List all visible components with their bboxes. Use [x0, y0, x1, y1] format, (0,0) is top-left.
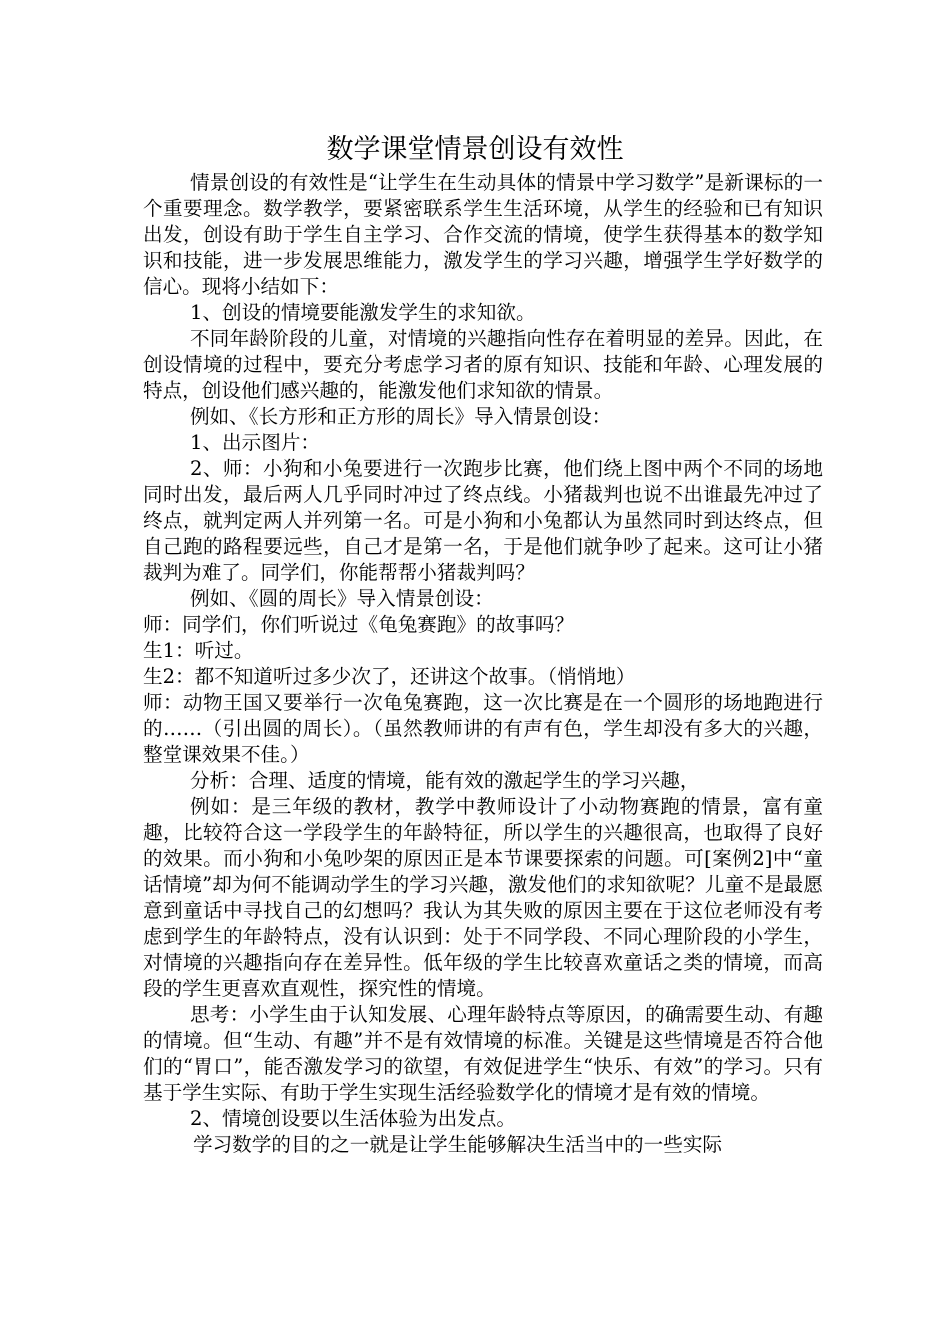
section-heading-1: 1、创设的情境要能激发学生的求知欲。	[190, 301, 536, 324]
example-heading-perimeter: 例如、《长方形和正方形的周长》导入情景创设：	[190, 405, 612, 428]
paragraph-example-discussion: 例如：是三年级的教材，教学中教师设计了小动物赛跑的情景，富有童趣，比较符合这一学段学生的年龄特征，所以学生的兴趣很高，也取得了良好的效果。而小狗和小兔吵架的原因正是本节课要探索的问题。可[案例2]中“童话情境”却为何不能调动学生的学习兴趣，激发他们的求知欲呢？儿童不是最愿意到童话中寻找自己的幻想吗？我认为其失败的原因主要在于这位老师没有考虑到学生的年龄特点，没有认识到：处于不同学段、不同心理阶段的小学生，对情境的兴趣指向存在差异性。低年级的学生比较喜欢童话之类的情境，而高段的学生更喜欢直观性，探究性的情境。	[143, 795, 823, 1000]
dialogue-line-student-2: 生2：都不知道听过多少次了，还讲这个故事。（悄悄地）	[143, 665, 636, 688]
section-heading-2: 2、情境创设要以生活体验为出发点。	[190, 1107, 516, 1130]
paragraph-analysis: 分析：合理、适度的情境，能有效的激起学生的学习兴趣，	[190, 769, 700, 792]
example-heading-circle: 例如、《圆的周长》导入情景创设：	[190, 587, 494, 610]
example-step-2: 2、师：小狗和小兔要进行一次跑步比赛，他们绕上图中两个不同的场地同时出发，最后两人几乎同时冲过了终点线。小猪裁判也说不出谁最先冲过了终点，就判定两人并列第一名。可是小狗和小兔都认为虽然同时到达终点，但自己跑的路程要远些，自己才是第一名，于是他们就争吵了起来。这可让小猪裁判为难了。同学们，你能帮帮小猪裁判吗？	[143, 457, 823, 584]
paragraph-learning-goal: 学习数学的目的之一就是让学生能够解决生活当中的一些实际	[193, 1133, 723, 1156]
dialogue-line-student-1: 生1：听过。	[143, 639, 254, 662]
paragraph-age-differences: 不同年龄阶段的儿童，对情境的兴趣指向性存在着明显的差异。因此，在创设情境的过程中，要充分考虑学习者的原有知识、技能和年龄、心理发展的特点，创设他们感兴趣的，能激发他们求知欲的情景。	[143, 327, 823, 402]
dialogue-line-teacher-2: 师：动物王国又要举行一次龟兔赛跑，这一次比赛是在一个圆形的场地跑进行的……（引出圆的周长）。（虽然教师讲的有声有色，学生却没有多大的兴趣，整堂课效果不佳。）	[143, 691, 823, 766]
paragraph-reflection: 思考：小学生由于认知发展、心理年龄特点等原因，的确需要生动、有趣的情境。但“生动、有趣”并不是有效情境的标准。关键是这些情境是否符合他们的“胃口”，能否激发学习的欲望，有效促进学生“快乐、有效”的学习。只有基于学生实际、有助于学生实现生活经验数学化的情境才是有效的情境。	[143, 1003, 823, 1104]
document-body	[143, 170, 823, 1158]
document-title: 数学课堂情景创设有效性	[326, 134, 624, 165]
example-step-1: 1、出示图片：	[190, 431, 321, 454]
dialogue-line-teacher-1: 师：同学们，你们听说过《龟兔赛跑》的故事吗？	[143, 613, 575, 636]
paragraph-intro: 情景创设的有效性是“让学生在生动具体的情景中学习数学”是新课标的一个重要理念。数学教学，要紧密联系学生生活环境，从学生的经验和已有知识出发，创设有助于学生自主学习、合作交流的情境，使学生获得基本的数学知识和技能，进一步发展思维能力，激发学生的学习兴趣，增强学生学好数学的信心。现将小结如下：	[143, 171, 823, 298]
